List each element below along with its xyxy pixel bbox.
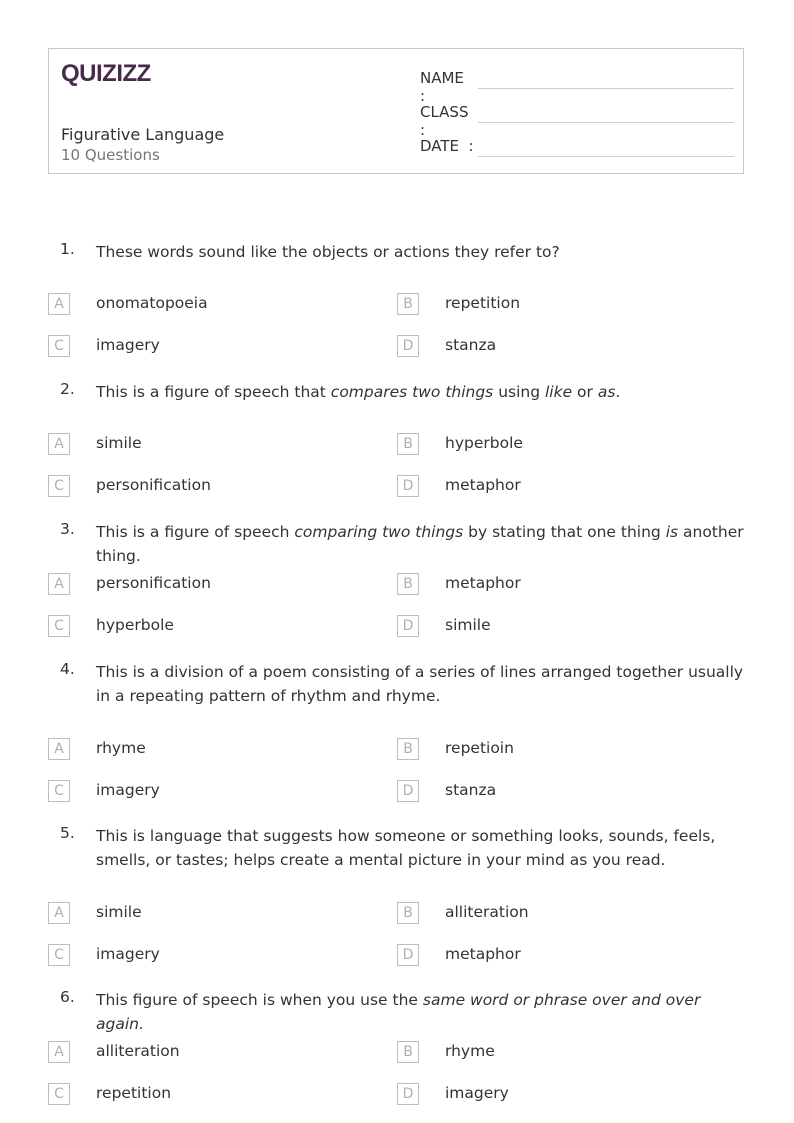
question-count: 10 Questions	[61, 146, 160, 164]
option-text: alliteration	[96, 1042, 180, 1060]
option-letter-box[interactable]: A	[48, 573, 70, 595]
option-text: repetition	[96, 1084, 172, 1102]
option-letter-box[interactable]: A	[48, 293, 70, 315]
question-text	[96, 660, 746, 708]
option-letter-box[interactable]: A	[48, 902, 70, 924]
option-text: imagery	[445, 1084, 509, 1102]
question-number: 2.	[60, 380, 75, 398]
question-text-segment: or	[572, 383, 598, 401]
option-letter-box[interactable]: A	[48, 1041, 70, 1063]
option-text: personification	[96, 476, 211, 494]
worksheet-title: Figurative Language	[61, 125, 225, 144]
option-letter-box[interactable]: B	[397, 433, 419, 455]
quizizz-logo-mark	[61, 59, 153, 87]
option-text: metaphor	[445, 476, 521, 494]
option-text: simile	[96, 434, 142, 452]
option-letter-box[interactable]: D	[397, 944, 419, 966]
class-label: CLASS :	[420, 103, 469, 139]
option-text: rhyme	[445, 1042, 495, 1060]
option-letter-box[interactable]: C	[48, 944, 70, 966]
option-text: repetioin	[445, 739, 514, 757]
option-letter-box[interactable]: D	[397, 615, 419, 637]
name-label: NAME :	[420, 69, 464, 105]
question-text-emphasis: compares two things	[330, 383, 494, 401]
option-letter-box[interactable]: D	[397, 1083, 419, 1105]
option-text: hyperbole	[445, 434, 523, 452]
option-letter-box[interactable]: B	[397, 1041, 419, 1063]
date-label: DATE :	[420, 137, 474, 155]
question-text	[96, 380, 746, 404]
question-text-emphasis: like	[545, 383, 573, 401]
option-text: stanza	[445, 336, 497, 354]
question-text	[96, 520, 746, 568]
option-letter-box[interactable]: B	[397, 902, 419, 924]
question-text-segment: This is a figure of speech	[96, 523, 295, 541]
question-text	[96, 240, 746, 264]
quizizz-logo	[61, 59, 153, 91]
question-text-emphasis: same word or phrase over and over again.	[96, 991, 701, 1033]
option-letter-box[interactable]: B	[397, 738, 419, 760]
option-letter-box[interactable]: D	[397, 475, 419, 497]
option-text: hyperbole	[96, 616, 174, 634]
question-text-segment: This figure of speech is when you use the	[96, 991, 423, 1009]
question-number: 6.	[60, 988, 75, 1006]
name-line[interactable]	[478, 88, 734, 89]
option-letter-box[interactable]: C	[48, 335, 70, 357]
question-text-segment: These words sound like the objects or actions they refer to?	[96, 243, 560, 261]
question-text-segment: using	[493, 383, 545, 401]
option-text: imagery	[96, 781, 160, 799]
option-letter-box[interactable]: A	[48, 433, 70, 455]
option-text: rhyme	[96, 739, 146, 757]
option-text: onomatopoeia	[96, 294, 208, 312]
question-text-emphasis: comparing two things	[294, 523, 464, 541]
option-text: stanza	[445, 781, 497, 799]
option-text: repetition	[445, 294, 521, 312]
question-text-emphasis: as	[597, 383, 616, 401]
question-text-segment: another thing.	[96, 523, 744, 565]
question-number: 5.	[60, 824, 75, 842]
option-text: metaphor	[445, 945, 521, 963]
question-number: 1.	[60, 240, 75, 258]
option-letter-box[interactable]: C	[48, 1083, 70, 1105]
class-line[interactable]	[478, 122, 734, 123]
question-text-emphasis: is	[665, 523, 679, 541]
option-letter-box[interactable]: D	[397, 335, 419, 357]
option-text: imagery	[96, 336, 160, 354]
question-text-segment: This is a figure of speech that	[96, 383, 331, 401]
question-number: 4.	[60, 660, 75, 678]
option-text: metaphor	[445, 574, 521, 592]
question-text-segment: .	[615, 383, 621, 401]
logo-wordmark: QUIZIZZ	[61, 60, 151, 87]
option-text: simile	[445, 616, 491, 634]
option-letter-box[interactable]: B	[397, 573, 419, 595]
option-letter-box[interactable]: A	[48, 738, 70, 760]
question-number: 3.	[60, 520, 75, 538]
question-text-segment: This is language that suggests how someone or something looks, sounds, feels, smells, or tastes; helps create a mental picture in your mind as you read.	[96, 827, 716, 869]
option-letter-box[interactable]: C	[48, 475, 70, 497]
option-letter-box[interactable]: D	[397, 780, 419, 802]
option-text: personification	[96, 574, 211, 592]
option-letter-box[interactable]: B	[397, 293, 419, 315]
option-letter-box[interactable]: C	[48, 615, 70, 637]
question-text-segment: by stating that one thing	[463, 523, 666, 541]
option-text: imagery	[96, 945, 160, 963]
option-text: alliteration	[445, 903, 529, 921]
question-text-segment: This is a division of a poem consisting of a series of lines arranged together usually in a repeating pattern of rhythm and rhyme.	[96, 663, 744, 705]
option-text: simile	[96, 903, 142, 921]
date-line[interactable]	[478, 156, 734, 157]
question-text	[96, 988, 746, 1036]
worksheet-header	[48, 48, 744, 174]
question-text	[96, 824, 746, 872]
option-letter-box[interactable]: C	[48, 780, 70, 802]
